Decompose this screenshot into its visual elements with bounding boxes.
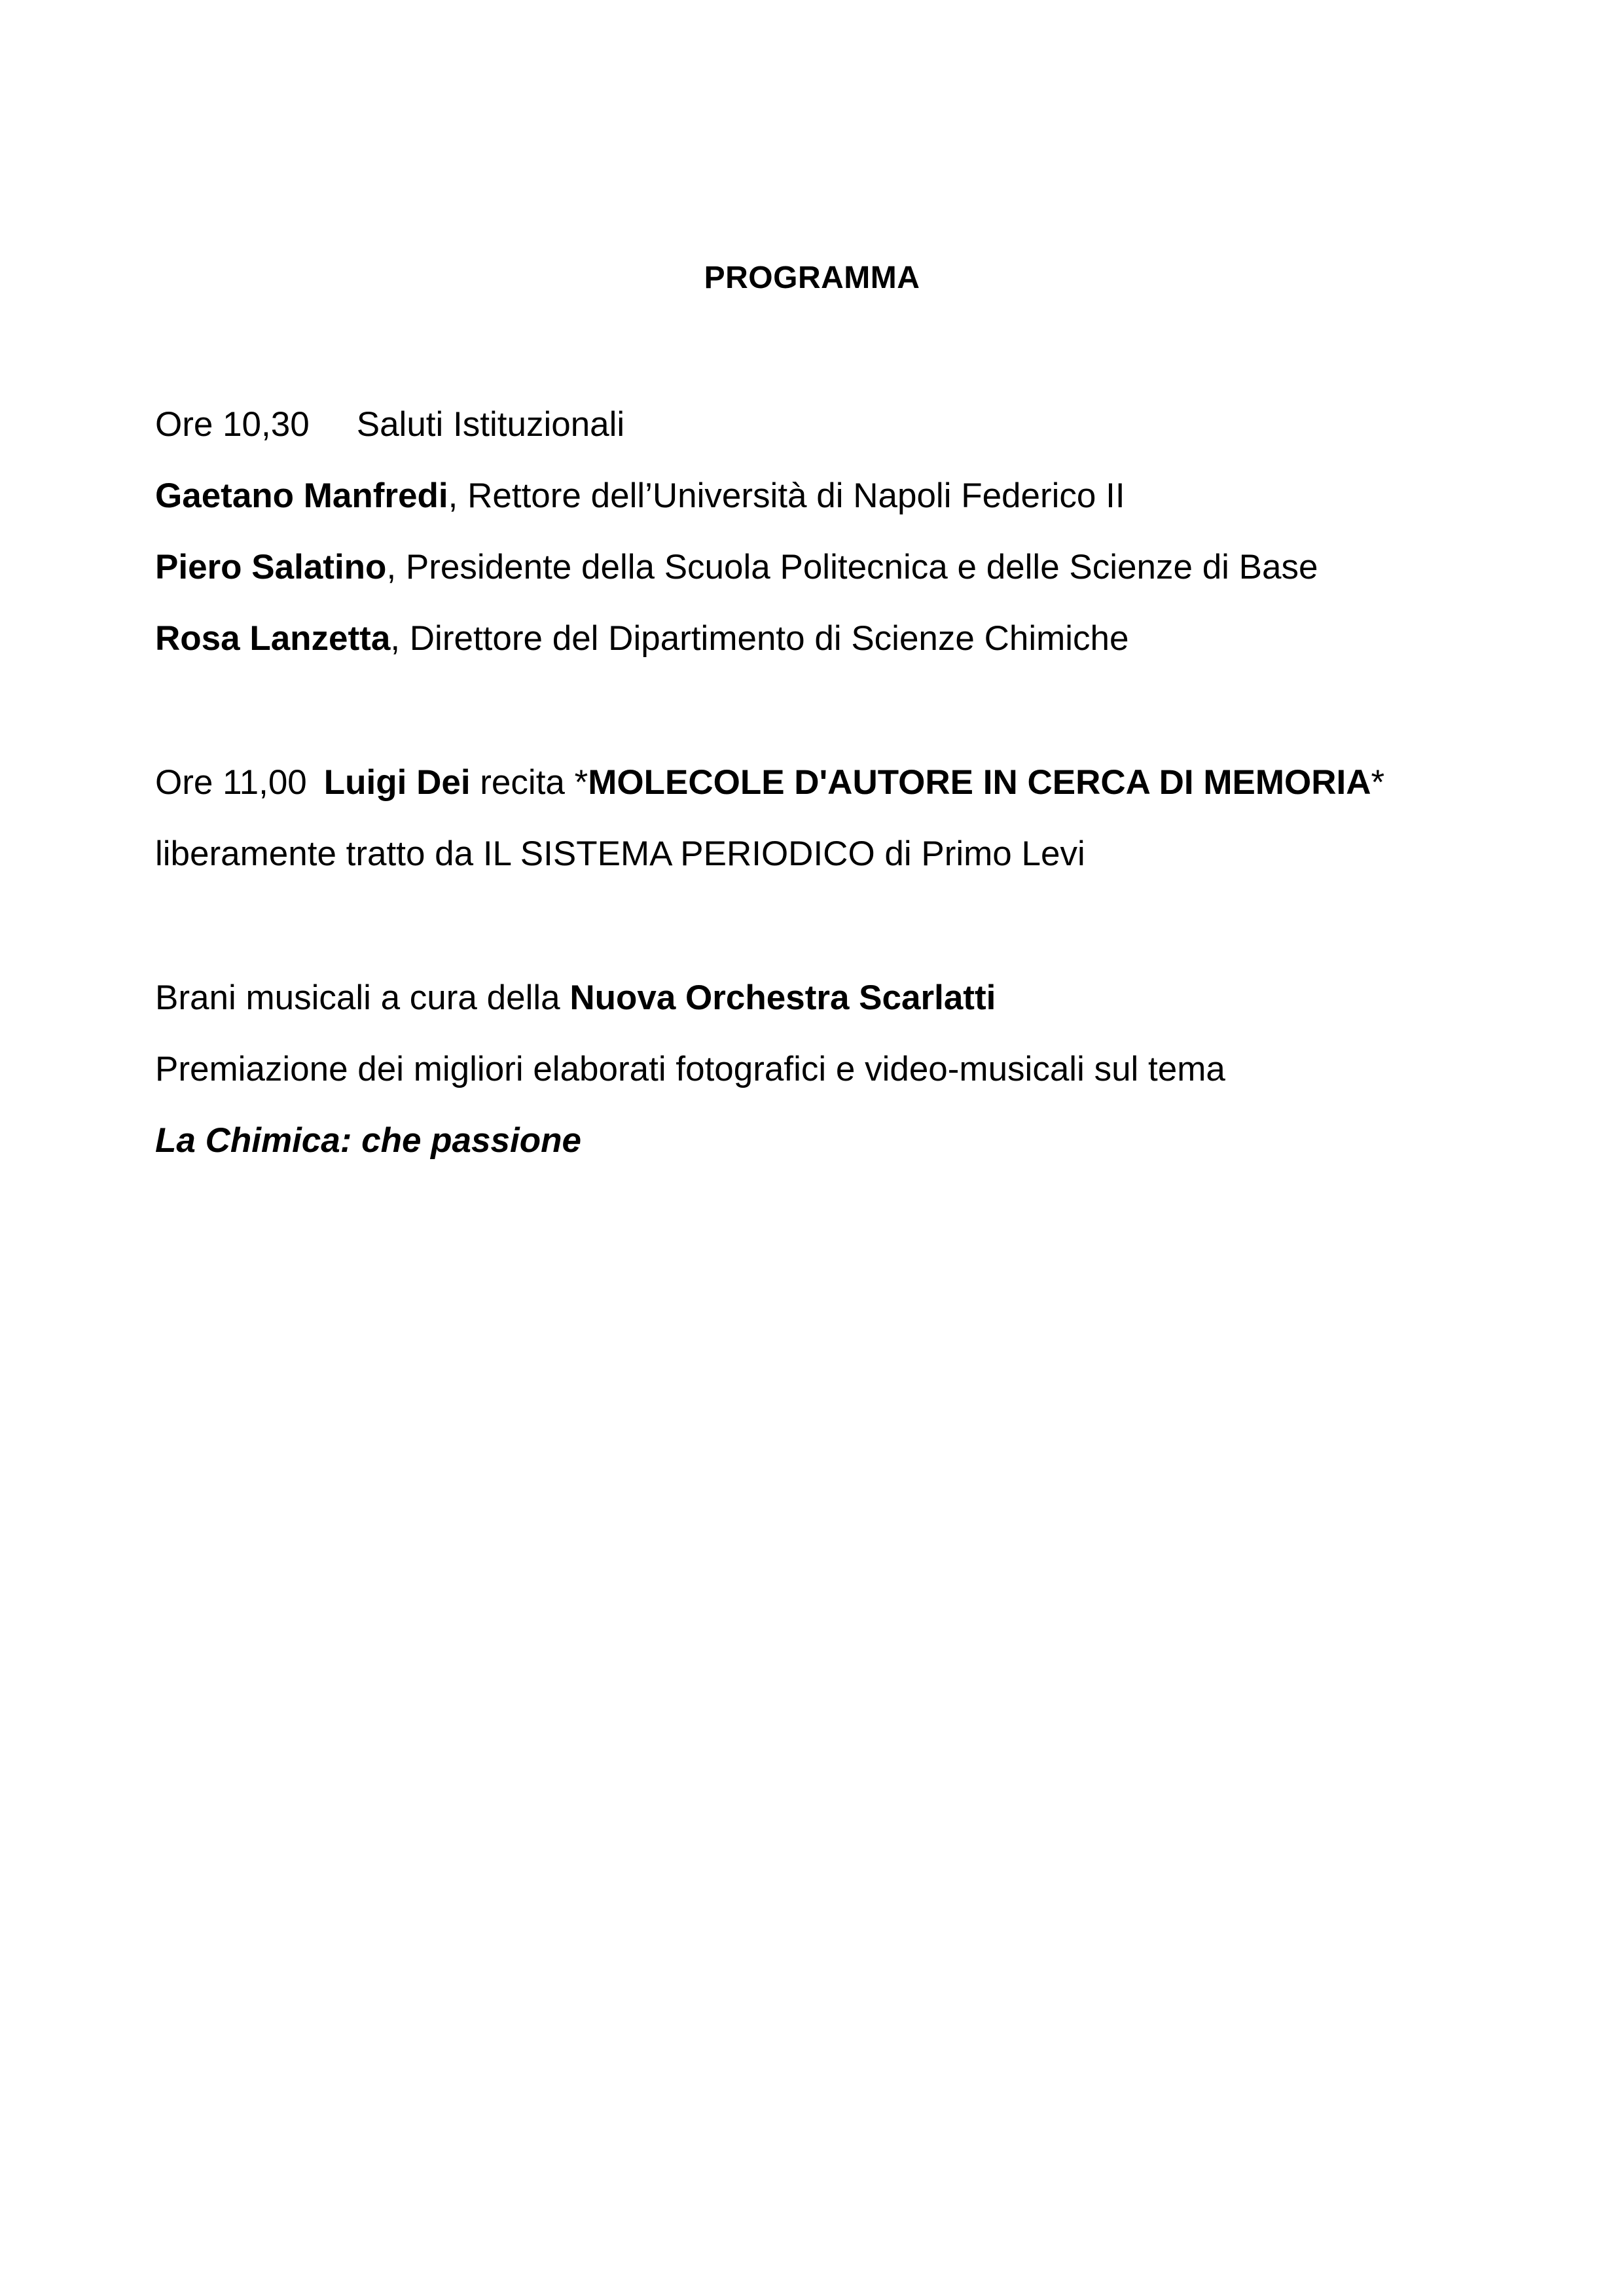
music-prefix: Brani musicali a cura della (155, 978, 570, 1017)
speaker-name: Piero Salatino (155, 548, 387, 586)
session1-time: Ore 10,30 (155, 405, 310, 444)
work-suffix: * (1371, 763, 1385, 802)
speaker-line (155, 617, 1129, 660)
page-title: PROGRAMMA (704, 260, 920, 295)
theme-line: La Chimica: che passione (155, 1121, 581, 1160)
session2-time: Ore 11,00 (155, 763, 307, 802)
speaker-name: Gaetano Manfredi (155, 476, 448, 515)
session1-line (155, 403, 624, 446)
session2-line (155, 761, 1384, 804)
speaker-role: , Presidente della Scuola Politecnica e delle Scienze di Base (386, 548, 1318, 586)
award-line: Premiazione dei migliori elaborati fotografici e video-musicali sul tema (155, 1050, 1225, 1088)
work-title: MOLECOLE D'AUTORE IN CERCA DI MEMORIA (588, 763, 1371, 802)
source-line: liberamente tratto da IL SISTEMA PERIODICO di Primo Levi (155, 834, 1085, 873)
session1-heading: Saluti Istituzionali (356, 405, 625, 444)
speaker-line (155, 546, 1318, 589)
speaker-line (155, 475, 1125, 518)
performer-verb: recita * (470, 763, 588, 802)
speaker-role: , Rettore dell’Università di Napoli Federico II (448, 476, 1125, 515)
speaker-role: , Direttore del Dipartimento di Scienze Chimiche (390, 619, 1129, 658)
music-line (155, 977, 996, 1020)
performer-name: Luigi Dei (323, 763, 471, 802)
speaker-name: Rosa Lanzetta (155, 619, 391, 658)
orchestra-name: Nuova Orchestra Scarlatti (569, 978, 996, 1017)
